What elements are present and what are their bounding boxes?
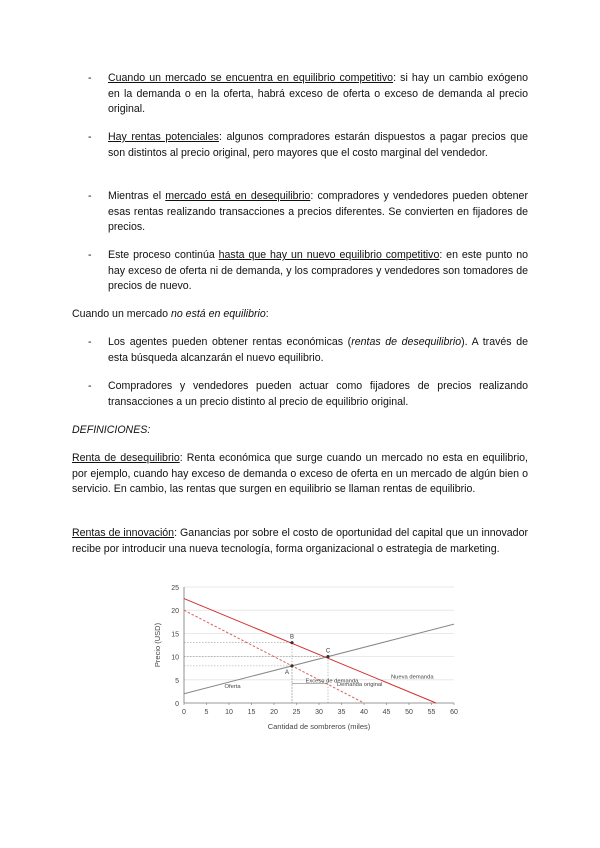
x-tick-label: 5 <box>204 709 209 716</box>
bullet-dash: - <box>88 72 92 84</box>
bullet-lead: Hay rentas potenciales <box>108 131 219 143</box>
x-tick-label: 60 <box>450 709 458 716</box>
supply-demand-chart <box>140 578 470 738</box>
bullet-rentas-desequilibrio <box>88 335 528 366</box>
bullet-lead: hasta que hay un nuevo equilibrio competitivo <box>218 249 440 261</box>
point-label-c: C <box>325 648 331 655</box>
definition-renta-desequilibrio <box>72 451 528 498</box>
y-tick-label: 25 <box>171 585 179 592</box>
bullet-rentas-potenciales <box>88 130 528 161</box>
bullet-pre: Los agentes pueden obtener rentas económicas ( <box>108 336 352 348</box>
intro-italic: no está en equilibrio <box>170 308 266 320</box>
bullet-dash: - <box>88 249 92 261</box>
point-c <box>326 655 329 658</box>
bullet-nuevo-equilibrio <box>88 248 528 295</box>
x-tick-label: 50 <box>405 709 413 716</box>
x-tick-label: 25 <box>292 709 301 716</box>
bullet-text: : en este punto no hay exceso de oferta ni de demanda, y los compradores y vendedores son tomadores de precios de nuevo. <box>108 249 528 292</box>
bullet-text: ). A través de esta búsqueda alcanzarán el nuevo equilibrio. <box>108 336 528 364</box>
x-tick-label: 45 <box>382 709 391 716</box>
annotation-label: Oferta <box>224 684 241 691</box>
bullet-pre: Mientras el <box>108 190 166 202</box>
bullet-dash: - <box>88 336 92 348</box>
definition-term: Renta de desequilibrio <box>72 452 180 464</box>
definition-term: Rentas de innovación <box>72 527 175 539</box>
point-b <box>290 641 293 644</box>
bullet-pre: Este proceso continúa <box>108 249 219 261</box>
point-label-a: A <box>284 669 290 676</box>
y-tick-label: 5 <box>175 677 179 685</box>
x-tick-label: 30 <box>315 709 323 716</box>
bullet-text: : compradores y vendedores pueden obtener esas rentas realizando transacciones a precios diferentes. Se convierten en fijadores de precios. <box>108 190 528 233</box>
x-tick-label: 15 <box>247 709 256 716</box>
bullet-dash: - <box>88 190 92 202</box>
x-tick-label: 40 <box>360 709 368 716</box>
definitions-heading: DEFINICIONES: <box>72 424 151 436</box>
y-tick-label: 15 <box>171 631 179 639</box>
bullet-lead: mercado está en desequilibrio <box>165 190 311 202</box>
x-tick-label: 10 <box>225 709 233 716</box>
bullet-text: : algunos compradores estarán dispuestos a pagar precios que son distintos al precio original, pero mayores que el costo marginal del vendedor. <box>108 131 528 159</box>
x-tick-label: 0 <box>182 709 186 716</box>
not-equilibrium-intro <box>72 307 528 323</box>
bullet-italic: rentas de desequilibrio <box>351 336 462 348</box>
annotation-label: Demanda original <box>337 681 383 688</box>
y-axis-title: Precio (USD) <box>153 622 162 668</box>
bullet-lead: Cuando un mercado se encuentra en equilibrio competitivo <box>108 72 394 84</box>
bullet-dash: - <box>88 131 92 143</box>
y-tick-label: 0 <box>175 701 179 708</box>
series-line-nueva-demanda <box>184 599 436 703</box>
annotation-label: Exceso de demanda <box>305 678 359 685</box>
definition-body: : Ganancias por sobre el costo de oportunidad del capital que un innovador recibe por introducir una nueva tecnología, forma organizacional o estrategia de marketing. <box>72 527 528 555</box>
x-tick-label: 20 <box>270 709 278 716</box>
intro-post: : <box>265 308 269 320</box>
definition-rentas-innovacion <box>72 526 528 557</box>
definition-body: : Renta económica que surge cuando un mercado no esta en equilibrio, por ejemplo, cuando hay exceso de demanda o exceso de oferta en un mercado de algún bien o servicio. En cambio, las rentas que surgen en equilibrio se llaman rentas de equilibrio. <box>72 452 529 495</box>
x-tick-label: 55 <box>427 709 436 716</box>
x-tick-label: 35 <box>337 709 346 716</box>
x-axis-title: Cantidad de sombreros (miles) <box>267 722 371 731</box>
point-label-b: B <box>289 634 295 641</box>
intro-pre: Cuando un mercado <box>72 308 171 320</box>
annotation-label: Nueva demanda <box>391 674 434 681</box>
bullet-dash: - <box>88 380 92 392</box>
bullet-fijadores-precios <box>88 379 528 410</box>
bullet-equilibrio-competitivo <box>88 71 528 118</box>
point-a <box>290 664 293 667</box>
bullet-text: : si hay un cambio exógeno en la demanda o en la oferta, habrá exceso de oferta o exceso de demanda al precio original. <box>108 72 528 115</box>
bullet-desequilibrio <box>88 189 528 236</box>
y-tick-label: 20 <box>171 608 179 616</box>
y-tick-label: 10 <box>171 654 179 662</box>
bullet-text: Compradores y vendedores pueden actuar como fijadores de precios realizando transacciones a un precio distinto al precio de equilibrio original. <box>108 380 528 408</box>
